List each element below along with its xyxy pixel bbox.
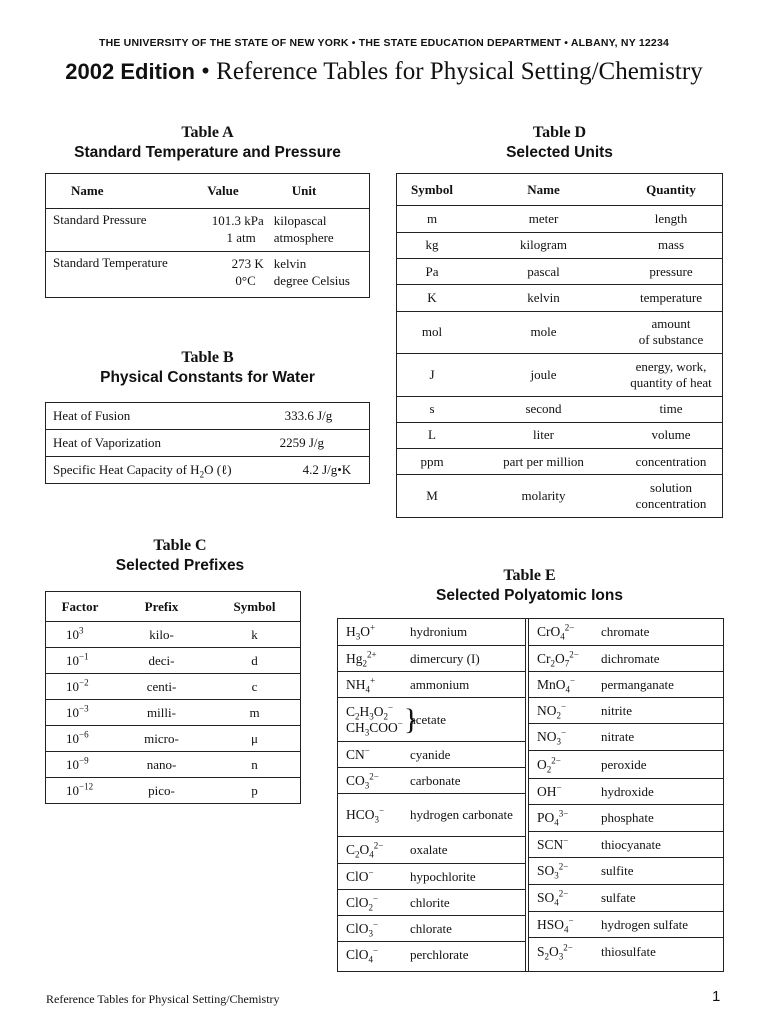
symbol-cell: Pa bbox=[397, 258, 468, 284]
table-row bbox=[46, 648, 301, 674]
table-row bbox=[46, 700, 301, 726]
ion-name: hydrogen sulfate bbox=[601, 916, 689, 932]
ion-name: dimercury (I) bbox=[410, 650, 480, 666]
name-cell: second bbox=[467, 396, 620, 422]
table-a-title: Standard Temperature and Pressure bbox=[74, 144, 341, 161]
ion-name: sulfate bbox=[601, 890, 636, 905]
table-row bbox=[397, 232, 723, 258]
table-row bbox=[46, 403, 370, 430]
list-item bbox=[529, 938, 723, 966]
name-cell: mole bbox=[467, 311, 620, 353]
quantity-cell: solution concentration bbox=[635, 480, 707, 512]
ion-formula: $CO_3^{2-}$ bbox=[346, 771, 379, 791]
page-number: 1 bbox=[712, 988, 721, 1005]
table-c-heading bbox=[45, 536, 315, 576]
factor-cell: $10^{-12}$ bbox=[66, 781, 94, 798]
cell: 4.2 J/g•K bbox=[302, 462, 352, 477]
ion-formula: $NO_3^-$ bbox=[537, 727, 567, 747]
table-row bbox=[397, 422, 723, 448]
quantity-cell: pressure bbox=[620, 258, 723, 284]
name-cell: part per million bbox=[467, 449, 620, 475]
ion-name: chromate bbox=[601, 624, 650, 639]
col-symbol: Symbol bbox=[233, 598, 276, 614]
ion-name: perchlorate bbox=[410, 946, 469, 962]
list-item bbox=[338, 768, 525, 794]
ion-formula: $Hg_2^{2+}$ bbox=[346, 649, 377, 669]
table-row bbox=[46, 726, 301, 752]
ion-formula: $SO_3^{2-}$ bbox=[537, 861, 569, 881]
ion-name: ammonium bbox=[410, 676, 470, 692]
ion-formula: $C_2O_4^{2-}$ bbox=[346, 840, 384, 860]
name-cell: joule bbox=[467, 354, 620, 396]
list-item bbox=[529, 751, 723, 779]
table-row bbox=[397, 311, 723, 353]
cell: 333.6 J/g bbox=[275, 403, 370, 430]
edition-label: 2002 Edition bbox=[65, 59, 195, 84]
cell: Heat of Fusion bbox=[46, 403, 275, 430]
cell: 2259 J/g bbox=[275, 430, 370, 457]
cell: Specific Heat Capacity of $H_2O$ (ℓ) bbox=[53, 462, 232, 480]
list-item bbox=[338, 742, 525, 768]
table-row bbox=[397, 449, 723, 475]
ion-name: hydrogen carbonate bbox=[410, 807, 513, 822]
symbol-cell: L bbox=[397, 422, 468, 448]
symbol-cell: mol bbox=[397, 311, 468, 353]
list-item bbox=[338, 672, 525, 698]
table-c bbox=[45, 591, 301, 804]
name-cell: pascal bbox=[467, 258, 620, 284]
prefix-cell: milli- bbox=[114, 700, 209, 726]
quantity-cell: mass bbox=[620, 232, 723, 258]
cell: Heat of Vaporization bbox=[46, 430, 275, 457]
table-row bbox=[397, 285, 723, 311]
university-header: THE UNIVERSITY OF THE STATE OF NEW YORK • THE STATE EDUCATION DEPARTMENT • ALBANY, NY 12234 bbox=[98, 37, 670, 49]
ion-name: chlorate bbox=[410, 920, 452, 936]
list-item bbox=[338, 646, 525, 672]
quantity-cell: energy, work, quantity of heat bbox=[620, 354, 723, 396]
col-factor: Factor bbox=[61, 598, 99, 614]
symbol-cell: n bbox=[209, 752, 301, 778]
name-cell: kilogram bbox=[467, 232, 620, 258]
list-item bbox=[338, 890, 525, 916]
table-row bbox=[46, 209, 370, 252]
table-e-label: Table E bbox=[503, 567, 556, 584]
factor-cell: $10^{-1}$ bbox=[46, 648, 115, 674]
quantity-cell: concentration bbox=[620, 449, 723, 475]
list-item bbox=[529, 912, 723, 938]
symbol-cell: ppm bbox=[397, 449, 468, 475]
table-d bbox=[396, 173, 723, 518]
table-e-right-column bbox=[529, 619, 723, 966]
cell: Standard Pressure bbox=[53, 212, 147, 227]
table-row bbox=[46, 752, 301, 778]
cell: kilopascal atmosphere bbox=[273, 213, 334, 245]
quantity-cell: time bbox=[620, 396, 723, 422]
ion-formula: $H_3O^+$ bbox=[346, 622, 376, 642]
list-item bbox=[529, 672, 723, 698]
table-row bbox=[46, 430, 370, 457]
symbol-cell: c bbox=[209, 674, 301, 700]
table-row bbox=[397, 475, 723, 518]
ion-formula: $HSO_4^-$ bbox=[537, 915, 574, 935]
ion-formula: $Cr_2O_7^{2-}$ bbox=[537, 649, 579, 669]
table-b-title: Physical Constants for Water bbox=[100, 369, 315, 386]
ion-name: sulfite bbox=[601, 863, 634, 878]
symbol-cell: m bbox=[209, 700, 301, 726]
ion-formula: $NH_4^+$ bbox=[346, 675, 376, 695]
ion-formula: $S_2O_3^{2-}$ bbox=[537, 942, 573, 962]
cell: Standard Temperature bbox=[53, 255, 168, 270]
table-d-body bbox=[397, 206, 723, 518]
prefix-cell: deci- bbox=[114, 648, 209, 674]
table-c-title: Selected Prefixes bbox=[115, 557, 245, 574]
ion-name: hypochlorite bbox=[410, 868, 476, 884]
symbol-cell: K bbox=[397, 285, 468, 311]
factor-cell: $10^{-3}$ bbox=[46, 700, 115, 726]
symbol-cell: μ bbox=[209, 726, 301, 752]
quantity-cell: temperature bbox=[620, 285, 723, 311]
col-name: Name bbox=[71, 183, 104, 198]
ion-name: oxalate bbox=[410, 842, 448, 857]
col-unit: Unit bbox=[291, 183, 317, 198]
ion-name: hydronium bbox=[410, 624, 468, 639]
list-item bbox=[338, 916, 525, 942]
name-cell: kelvin bbox=[467, 285, 620, 311]
list-item bbox=[338, 864, 525, 890]
list-item bbox=[529, 646, 723, 672]
ion-name: acetate bbox=[410, 711, 447, 727]
ion-name: peroxide bbox=[601, 756, 647, 772]
col-quantity: Quantity bbox=[646, 181, 696, 197]
prefix-cell: nano- bbox=[114, 752, 209, 778]
table-d-title: Selected Units bbox=[506, 144, 613, 161]
ion-name: nitrate bbox=[601, 729, 635, 744]
table-c-label: Table C bbox=[153, 537, 207, 554]
table-d-label: Table D bbox=[532, 124, 587, 141]
symbol-cell: k bbox=[209, 622, 301, 648]
ion-formula: $O_2^{2-}$ bbox=[537, 755, 561, 775]
ion-formula: SCN− bbox=[537, 835, 569, 852]
prefix-cell: centi- bbox=[114, 674, 209, 700]
symbol-cell: M bbox=[426, 488, 438, 504]
list-item bbox=[338, 698, 525, 742]
list-item bbox=[529, 698, 723, 724]
list-item bbox=[338, 837, 525, 864]
table-e-heading bbox=[337, 566, 722, 606]
ion-name: permanganate bbox=[601, 676, 674, 692]
ion-formula: CN− bbox=[346, 745, 370, 762]
table-e bbox=[337, 618, 724, 972]
table-row bbox=[397, 354, 723, 396]
cell: 273 K 0°C bbox=[231, 256, 264, 288]
factor-cell: $10^{-9}$ bbox=[46, 752, 115, 778]
ion-formula: $SO_4^{2-}$ bbox=[537, 888, 569, 908]
factor-cell: $10^{-6}$ bbox=[46, 726, 115, 752]
symbol-cell: s bbox=[397, 396, 468, 422]
ion-formula: ClO$_3$− bbox=[346, 919, 379, 939]
table-d-heading bbox=[396, 123, 723, 163]
table-row bbox=[46, 457, 370, 484]
ion-name: thiosulfate bbox=[601, 944, 656, 959]
ion-name: cyanide bbox=[410, 746, 451, 762]
list-item bbox=[529, 619, 723, 646]
ion-formula: $NO_2^-$ bbox=[537, 701, 567, 721]
col-value: Value bbox=[207, 183, 239, 198]
name-cell: meter bbox=[467, 206, 620, 232]
prefix-cell: pico- bbox=[148, 782, 175, 798]
ion-formula: ClO− bbox=[346, 867, 374, 884]
col-name: Name bbox=[527, 181, 560, 197]
page-title bbox=[0, 58, 768, 86]
list-item bbox=[338, 619, 525, 646]
list-item bbox=[529, 832, 723, 858]
table-row bbox=[46, 622, 301, 648]
ion-name: phosphate bbox=[601, 810, 654, 825]
list-item bbox=[529, 858, 723, 885]
list-item bbox=[338, 794, 525, 837]
ion-name: hydroxide bbox=[601, 783, 654, 799]
table-a-label: Table A bbox=[181, 124, 234, 141]
ion-name: chlorite bbox=[410, 894, 450, 910]
ion-name: carbonate bbox=[410, 772, 461, 788]
table-b-heading bbox=[45, 348, 370, 388]
ion-formula: $HCO_3^-$ bbox=[346, 805, 385, 825]
ion-formula: $C_2H_3O_2^-$ $CH_3COO^-$ } bbox=[346, 702, 419, 738]
ion-formula: $PO_4^{3-}$ bbox=[537, 808, 569, 828]
list-item bbox=[529, 779, 723, 805]
ion-formula: ClO$_2$− bbox=[346, 893, 379, 913]
factor-cell: $10^{-2}$ bbox=[46, 674, 115, 700]
table-b-label: Table B bbox=[181, 349, 234, 366]
col-symbol: Symbol bbox=[411, 181, 453, 197]
table-a bbox=[45, 173, 370, 298]
cell: kelvin degree Celsius bbox=[273, 256, 350, 288]
name-cell: liter bbox=[467, 422, 620, 448]
cell: 101.3 kPa 1 atm bbox=[211, 213, 264, 245]
ion-formula: CrO$_4^{2-}$ bbox=[537, 622, 575, 642]
table-row bbox=[397, 206, 723, 232]
table-e-title: Selected Polyatomic Ions bbox=[436, 587, 623, 604]
table-row bbox=[46, 778, 301, 804]
symbol-cell: J bbox=[397, 354, 468, 396]
table-row bbox=[397, 258, 723, 284]
col-prefix: Prefix bbox=[144, 598, 179, 614]
symbol-cell: d bbox=[209, 648, 301, 674]
list-item bbox=[338, 942, 525, 967]
table-row bbox=[46, 674, 301, 700]
symbol-cell: kg bbox=[397, 232, 468, 258]
table-row bbox=[46, 252, 370, 298]
quantity-cell: length bbox=[620, 206, 723, 232]
table-row bbox=[397, 396, 723, 422]
quantity-cell: amount of substance bbox=[620, 311, 723, 353]
symbol-cell: p bbox=[251, 782, 258, 798]
prefix-cell: micro- bbox=[114, 726, 209, 752]
list-item bbox=[529, 805, 723, 832]
title-text: • Reference Tables for Physical Setting/Chemistry bbox=[201, 58, 703, 85]
ion-formula: MnO$_4$− bbox=[537, 675, 576, 695]
ion-formula: ClO$_4$− bbox=[346, 945, 379, 965]
footer-title: Reference Tables for Physical Setting/Chemistry bbox=[46, 992, 280, 1006]
quantity-cell: volume bbox=[620, 422, 723, 448]
table-b bbox=[45, 402, 370, 484]
table-c-body bbox=[46, 622, 301, 804]
prefix-cell: kilo- bbox=[114, 622, 209, 648]
ion-formula: OH− bbox=[537, 782, 562, 799]
table-e-left-column bbox=[338, 619, 525, 967]
table-a-heading bbox=[45, 123, 370, 163]
name-cell: molarity bbox=[521, 488, 566, 504]
factor-cell: $10^3$ bbox=[46, 622, 115, 648]
ion-name: thiocyanate bbox=[601, 836, 661, 852]
ion-name: dichromate bbox=[601, 650, 660, 666]
list-item bbox=[529, 724, 723, 751]
symbol-cell: m bbox=[397, 206, 468, 232]
ion-name: nitrite bbox=[601, 702, 633, 718]
list-item bbox=[529, 885, 723, 912]
